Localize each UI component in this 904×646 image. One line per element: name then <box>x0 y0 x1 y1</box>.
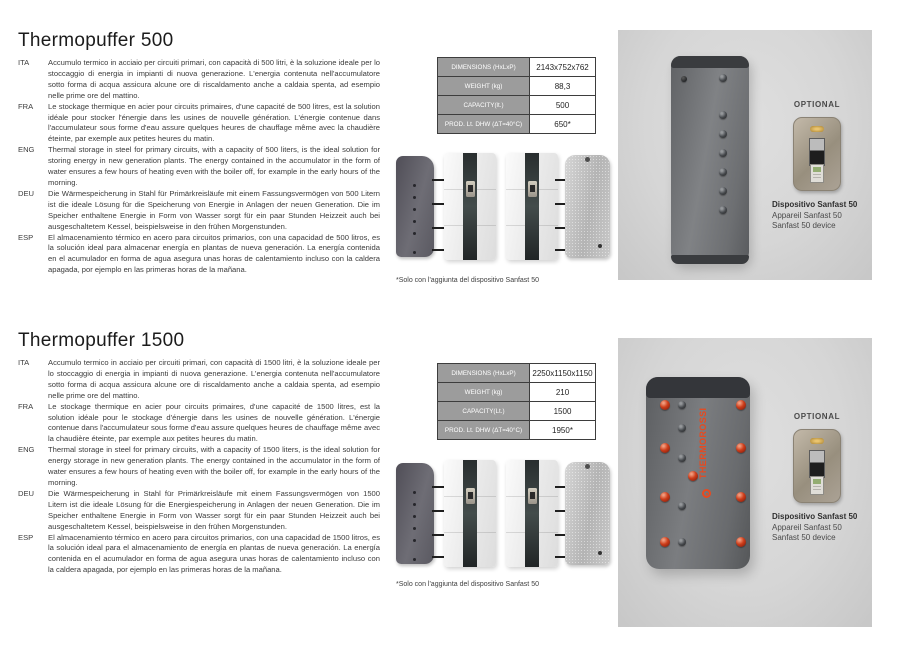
spec-value: 2250x1150x1150 <box>530 364 596 383</box>
language-code: ESP <box>18 232 34 242</box>
description-list <box>18 58 380 276</box>
product-photos <box>396 460 610 568</box>
description-text: El almacenamiento térmico en acero para circuitos primarios, con una capacidad de 500 litros, es la solución ideal para almacenar energía en plantas de nueva generación. La energía contenida en el acumulador en forma de agua asegura unas horas de calentamiento incluso con la caldera apagada, por ejemplo en las primeras horas de la mañana. <box>48 232 380 275</box>
table-row <box>438 115 596 134</box>
tank-top-cap <box>671 56 749 68</box>
description-row <box>18 533 380 577</box>
tank-port-red <box>736 400 746 410</box>
thermorossi-logo-text: THERMOROSSI <box>698 407 708 479</box>
tank-port <box>678 538 686 546</box>
tank-ports-dots <box>413 184 416 187</box>
product-title: Thermopuffer 1500 <box>18 330 185 351</box>
buffer-tank-image <box>396 156 434 257</box>
tank-ports-dots <box>413 491 416 494</box>
description-text: Thermal storage in steel for primary circuits, with a capacity of 500 liters, is the ideal solution for storing energy in new generation plants. The energy contained in the accumulator in the form of water ensures a few hours of heating even with the boiler off, for example in the early hours of the morning. <box>48 145 380 187</box>
device-captions <box>766 512 868 544</box>
boiler-front-stripe <box>525 153 539 260</box>
tank-port-red <box>736 443 746 453</box>
language-code: ESP <box>18 532 34 542</box>
description-row <box>18 102 380 146</box>
table-row <box>438 421 596 440</box>
tank-port <box>719 111 727 119</box>
device-caption-fr: Appareil Sanfast 50 <box>772 522 842 532</box>
language-code: FRA <box>18 401 34 411</box>
tank-port <box>719 206 727 214</box>
table-row <box>438 364 596 383</box>
device-caption-it: Dispositivo Sanfast 50 <box>772 512 858 521</box>
table-row <box>438 96 596 115</box>
boiler-control-panel <box>466 181 475 197</box>
tank-port <box>678 502 686 510</box>
table-row <box>438 58 596 77</box>
product-render-panel <box>618 30 872 280</box>
photo-boiler-with-insulated-tank <box>506 153 610 261</box>
language-code: ITA <box>18 358 30 367</box>
description-list <box>18 358 380 576</box>
device-caption-en: Sanfast 50 device <box>772 533 836 542</box>
tank-port <box>719 130 727 138</box>
language-code: ENG <box>18 445 35 455</box>
description-row <box>18 489 380 533</box>
device-screen <box>809 138 825 166</box>
insulated-tank-image <box>565 155 610 258</box>
spec-label: CAPACITY(lt.) <box>438 96 530 115</box>
photo-tank-with-boiler <box>396 153 500 261</box>
description-row <box>18 189 380 233</box>
tank-port <box>681 76 687 82</box>
language-code: FRA <box>18 101 34 111</box>
device-screen <box>809 450 825 478</box>
tank-top-cap <box>646 377 750 398</box>
device-led-icon <box>810 438 824 444</box>
insulated-tank-image <box>565 462 610 565</box>
table-row <box>438 402 596 421</box>
description-text: Die Wärmespeicherung in Stahl für Primärkreisläufe mit einem Fassungsvermögen von 1500 Litern ist die ideale Lösung für die Energiespeicherung in Anlagen der neuen Generation. Die im Speicher enthaltene Energie in Form von Wasser sorgt für ein paar Stunden Heizzeit auch bei ausgeschaltetem Kessel, beispielsweise in den frühen Morgenstunden. <box>48 488 380 531</box>
spec-value: 650* <box>530 115 596 134</box>
spec-value: 2143x752x762 <box>530 58 596 77</box>
device-caption-fr: Appareil Sanfast 50 <box>772 210 842 220</box>
device-caption-en: Sanfast 50 device <box>772 221 836 230</box>
optional-label: OPTIONAL <box>793 100 841 109</box>
description-text: Thermal storage in steel for primary circuits, with a capacity of 1500 liters, is the ideal solution for energy storage in new generation plants. The energy contained in the accumulator in the form of water ensures a few hours of heating even with the boiler off, for example in the early hours of the morning. <box>48 445 380 487</box>
description-text: El almacenamiento térmico en acero para circuitos primarios, con una capacidad de 1500 litros, es la solución ideal para el almacenamiento de energía en plantas de nueva generación. La energía contenida en el acumulador en forma de agua asegura unas horas de calentamiento incluso con la caldera apagada, por ejemplo en las primeras horas de la mañana. <box>48 532 380 575</box>
tank-port-red <box>688 471 698 481</box>
spec-label: WEIGHT (kg) <box>438 383 530 402</box>
optional-label: OPTIONAL <box>793 412 841 421</box>
table-row <box>438 77 596 96</box>
tank-port <box>719 149 727 157</box>
boiler-image <box>444 460 496 567</box>
spec-table <box>437 363 596 440</box>
description-row <box>18 233 380 277</box>
description-text: Die Wärmespeicherung in Stahl für Primärkreisläufe mit einem Fassungsvermögen von 500 Litern ist die ideale Lösung für die Speicherung von Energie in Anlagen der neuen Generation. Die im Speicher enthaltene Energie in Form von Wasser sorgt für ein paar Stunden Heizzeit auch bei ausgeschaltetem Kessel, beispielsweise in den frühen Morgenstunden. <box>48 188 380 231</box>
description-row <box>18 145 380 189</box>
product-section-1500 <box>0 322 904 646</box>
photo-tank-with-boiler <box>396 460 500 568</box>
spec-value: 88,3 <box>530 77 596 96</box>
spec-label: PROD. Lt. DHW (ΔT=40°C) <box>438 421 530 440</box>
sanfast-device-image <box>793 429 841 503</box>
boiler-front-stripe <box>525 460 539 567</box>
language-code: ENG <box>18 145 35 155</box>
thermopuffer-1500-render <box>646 377 750 569</box>
spec-label: DIMENSIONS (HxLxP) <box>438 58 530 77</box>
tank-port <box>678 424 686 432</box>
tank-port <box>719 168 727 176</box>
spec-value: 210 <box>530 383 596 402</box>
optional-block <box>766 412 868 544</box>
spec-label: CAPACITY(Lt.) <box>438 402 530 421</box>
description-text: Accumulo termico in acciaio per circuiti primari, con capacità di 500 litri, è la soluzione ideale per lo stoccaggio di energia in impianti di nuova generazione. L'energia contenuta nell'accumulatore sotto forma di acqua assicura alcune ore di riscaldamento anche a caldaia spenta, ad esempio nelle prime ore del mattino. <box>48 58 380 100</box>
device-keypad <box>810 476 824 495</box>
table-row <box>438 383 596 402</box>
boiler-front-stripe <box>463 460 477 567</box>
description-row <box>18 402 380 446</box>
description-text: Accumulo termico in acciaio per circuiti primari, con capacità di 1500 litri, è la soluzione ideale per lo stoccaggio di energia in impianti di nuova generazione. L'energia contenuta nell'accumulatore sotto forma di acqua assicura alcune ore di riscaldamento anche a caldaia spenta, ad esempio nelle prime ore del mattino. <box>48 358 380 400</box>
description-row <box>18 358 380 402</box>
spec-label: WEIGHT (kg) <box>438 77 530 96</box>
sanfast-device-image <box>793 117 841 191</box>
language-code: DEU <box>18 488 35 498</box>
boiler-image <box>506 460 558 567</box>
spec-table <box>437 57 596 134</box>
language-code: ITA <box>18 58 30 67</box>
boiler-control-panel <box>528 488 537 504</box>
device-keypad <box>810 164 824 183</box>
spec-value: 1500 <box>530 402 596 421</box>
spec-label: PROD. Lt. DHW (ΔT=40°C) <box>438 115 530 134</box>
description-text: Le stockage thermique en acier pour circuits primaires, d'une capacité de 1500 litres, est la solution idéale pour le stockage d'énergie dans les usines de nouvelle génération. L'énergie contenue dans l'accumulateur sous forme d'eau assure quelques heures de chauffage même avec la chaudière éteinte, par exemple aux petites heures du matin. <box>48 401 380 444</box>
product-title: Thermopuffer 500 <box>18 30 174 51</box>
tank-port-red <box>736 537 746 547</box>
boiler-image <box>444 153 496 260</box>
device-caption-it: Dispositivo Sanfast 50 <box>772 200 858 209</box>
product-photos <box>396 153 610 261</box>
tank-port-red <box>660 537 670 547</box>
description-row <box>18 445 380 489</box>
tank-bottom-cap <box>671 255 749 264</box>
thermorossi-logo-icon <box>702 489 711 498</box>
spec-value: 500 <box>530 96 596 115</box>
language-code: DEU <box>18 188 35 198</box>
boiler-image <box>506 153 558 260</box>
tank-port <box>719 187 727 195</box>
tank-port-red <box>660 492 670 502</box>
thermopuffer-500-render <box>671 56 749 264</box>
boiler-control-panel <box>466 488 475 504</box>
boiler-front-stripe <box>463 153 477 260</box>
device-captions <box>766 200 868 232</box>
tank-port <box>719 74 727 82</box>
device-led-icon <box>810 126 824 132</box>
tank-port-red <box>660 400 670 410</box>
tank-port <box>678 454 686 462</box>
description-row <box>18 58 380 102</box>
spec-value: 1950* <box>530 421 596 440</box>
product-render-panel <box>618 338 872 627</box>
boiler-control-panel <box>528 181 537 197</box>
footnote: *Solo con l'aggiunta del dispositivo Sanfast 50 <box>396 277 539 284</box>
footnote: *Solo con l'aggiunta del dispositivo Sanfast 50 <box>396 581 539 588</box>
buffer-tank-image <box>396 463 434 564</box>
tank-port-red <box>660 443 670 453</box>
tank-port <box>678 401 686 409</box>
optional-block <box>766 100 868 232</box>
description-text: Le stockage thermique en acier pour circuits primaires, d'une capacité de 500 litres, est la solution idéale pour stocker l'énergie dans les usines de nouvelle génération. L'énergie contenue dans l'accumulateur sous forme d'eau assure quelques heures de chauffage même avec la chaudière éteinte, par exemple aux petites heures du matin. <box>48 101 380 144</box>
tank-port-red <box>736 492 746 502</box>
product-section-500 <box>0 0 904 322</box>
photo-boiler-with-insulated-tank <box>506 460 610 568</box>
spec-label: DIMENSIONS (HxLxP) <box>438 364 530 383</box>
